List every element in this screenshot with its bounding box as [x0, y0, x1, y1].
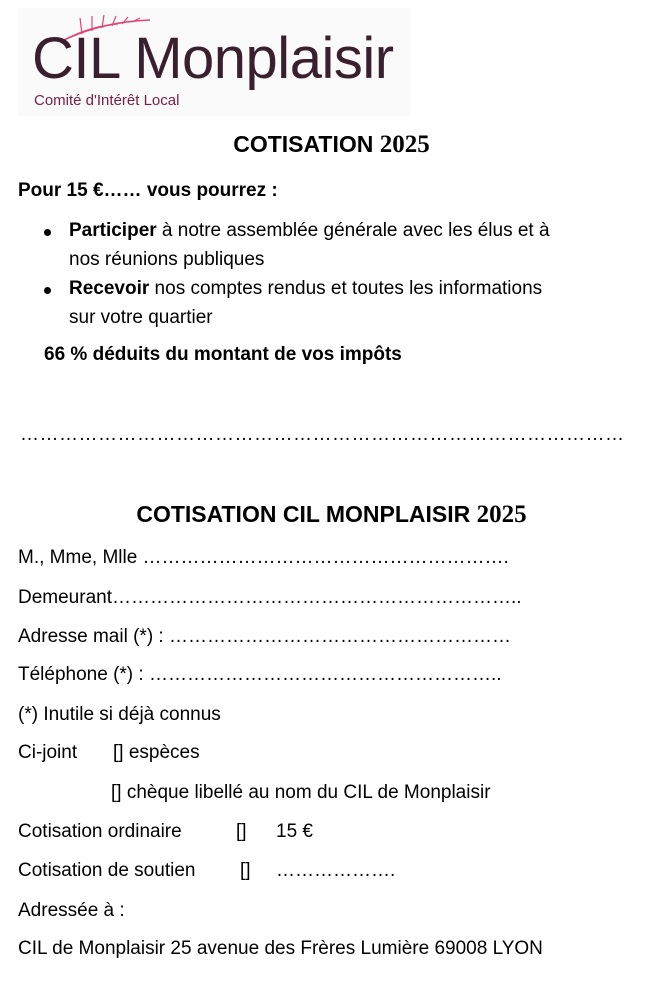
tax-note: 66 % déduits du montant de vos impôts	[44, 344, 402, 365]
postal-address: CIL de Monplaisir 25 avenue des Frères Lumière 69008 LYON	[18, 938, 543, 959]
ordinary-fee-label: Cotisation ordinaire	[18, 821, 182, 842]
benefit-item-2-keyword: Recevoir	[69, 278, 150, 299]
phone-field: Téléphone (*) : ………………………………………………..	[18, 664, 502, 685]
email-field: Adresse mail (*) : ………………………………………………	[18, 626, 511, 647]
benefit-item-1-keyword: Participer	[69, 220, 157, 241]
form-title	[0, 501, 663, 529]
benefit-item-1-text: à notre assemblée générale avec les élus et à	[156, 220, 550, 241]
page-title	[0, 131, 663, 159]
cash-checkbox: [] espèces	[113, 742, 200, 763]
addressed-to-label: Adressée à :	[18, 900, 125, 921]
name-field: M., Mme, Mlle ………………………………………………….	[18, 547, 509, 568]
support-fee-label: Cotisation de soutien	[18, 860, 196, 881]
page-title-text: COTISATION	[233, 131, 374, 157]
logo-title: CIL Monplaisir	[32, 26, 394, 91]
cheque-checkbox: [] chèque libellé au nom du CIL de Monplaisir	[111, 782, 491, 803]
unknown-note: (*) Inutile si déjà connus	[18, 704, 221, 725]
address-field: Demeurant………………………………………………………..	[18, 587, 522, 608]
ci-joint-label: Ci-joint	[18, 742, 78, 763]
ordinary-fee-amount: 15 €	[276, 821, 313, 842]
page-title-year: 2025	[379, 131, 430, 158]
support-fee-amount: ……………….	[276, 860, 396, 881]
benefit-item-1-cont: nos réunions publiques	[69, 249, 265, 270]
benefit-item-2	[69, 278, 542, 301]
form-title-text: COTISATION CIL MONPLAISIR	[136, 501, 471, 527]
logo	[18, 8, 410, 116]
cut-line: …………………………………………………………………………………	[20, 424, 625, 445]
bullet-dot-icon	[44, 229, 51, 236]
benefit-item-1	[69, 220, 550, 243]
form-title-year: 2025	[476, 501, 527, 528]
intro-text: Pour 15 €…… vous pourrez :	[18, 180, 278, 201]
support-fee-checkbox: []	[240, 860, 251, 881]
benefit-item-2-text: nos comptes rendus et toutes les informations	[149, 278, 543, 299]
bullet-dot-icon	[44, 287, 51, 294]
benefit-item-2-cont: sur votre quartier	[69, 307, 213, 328]
ordinary-fee-checkbox: []	[236, 821, 247, 842]
logo-subtitle: Comité d'Intérêt Local	[34, 92, 180, 109]
